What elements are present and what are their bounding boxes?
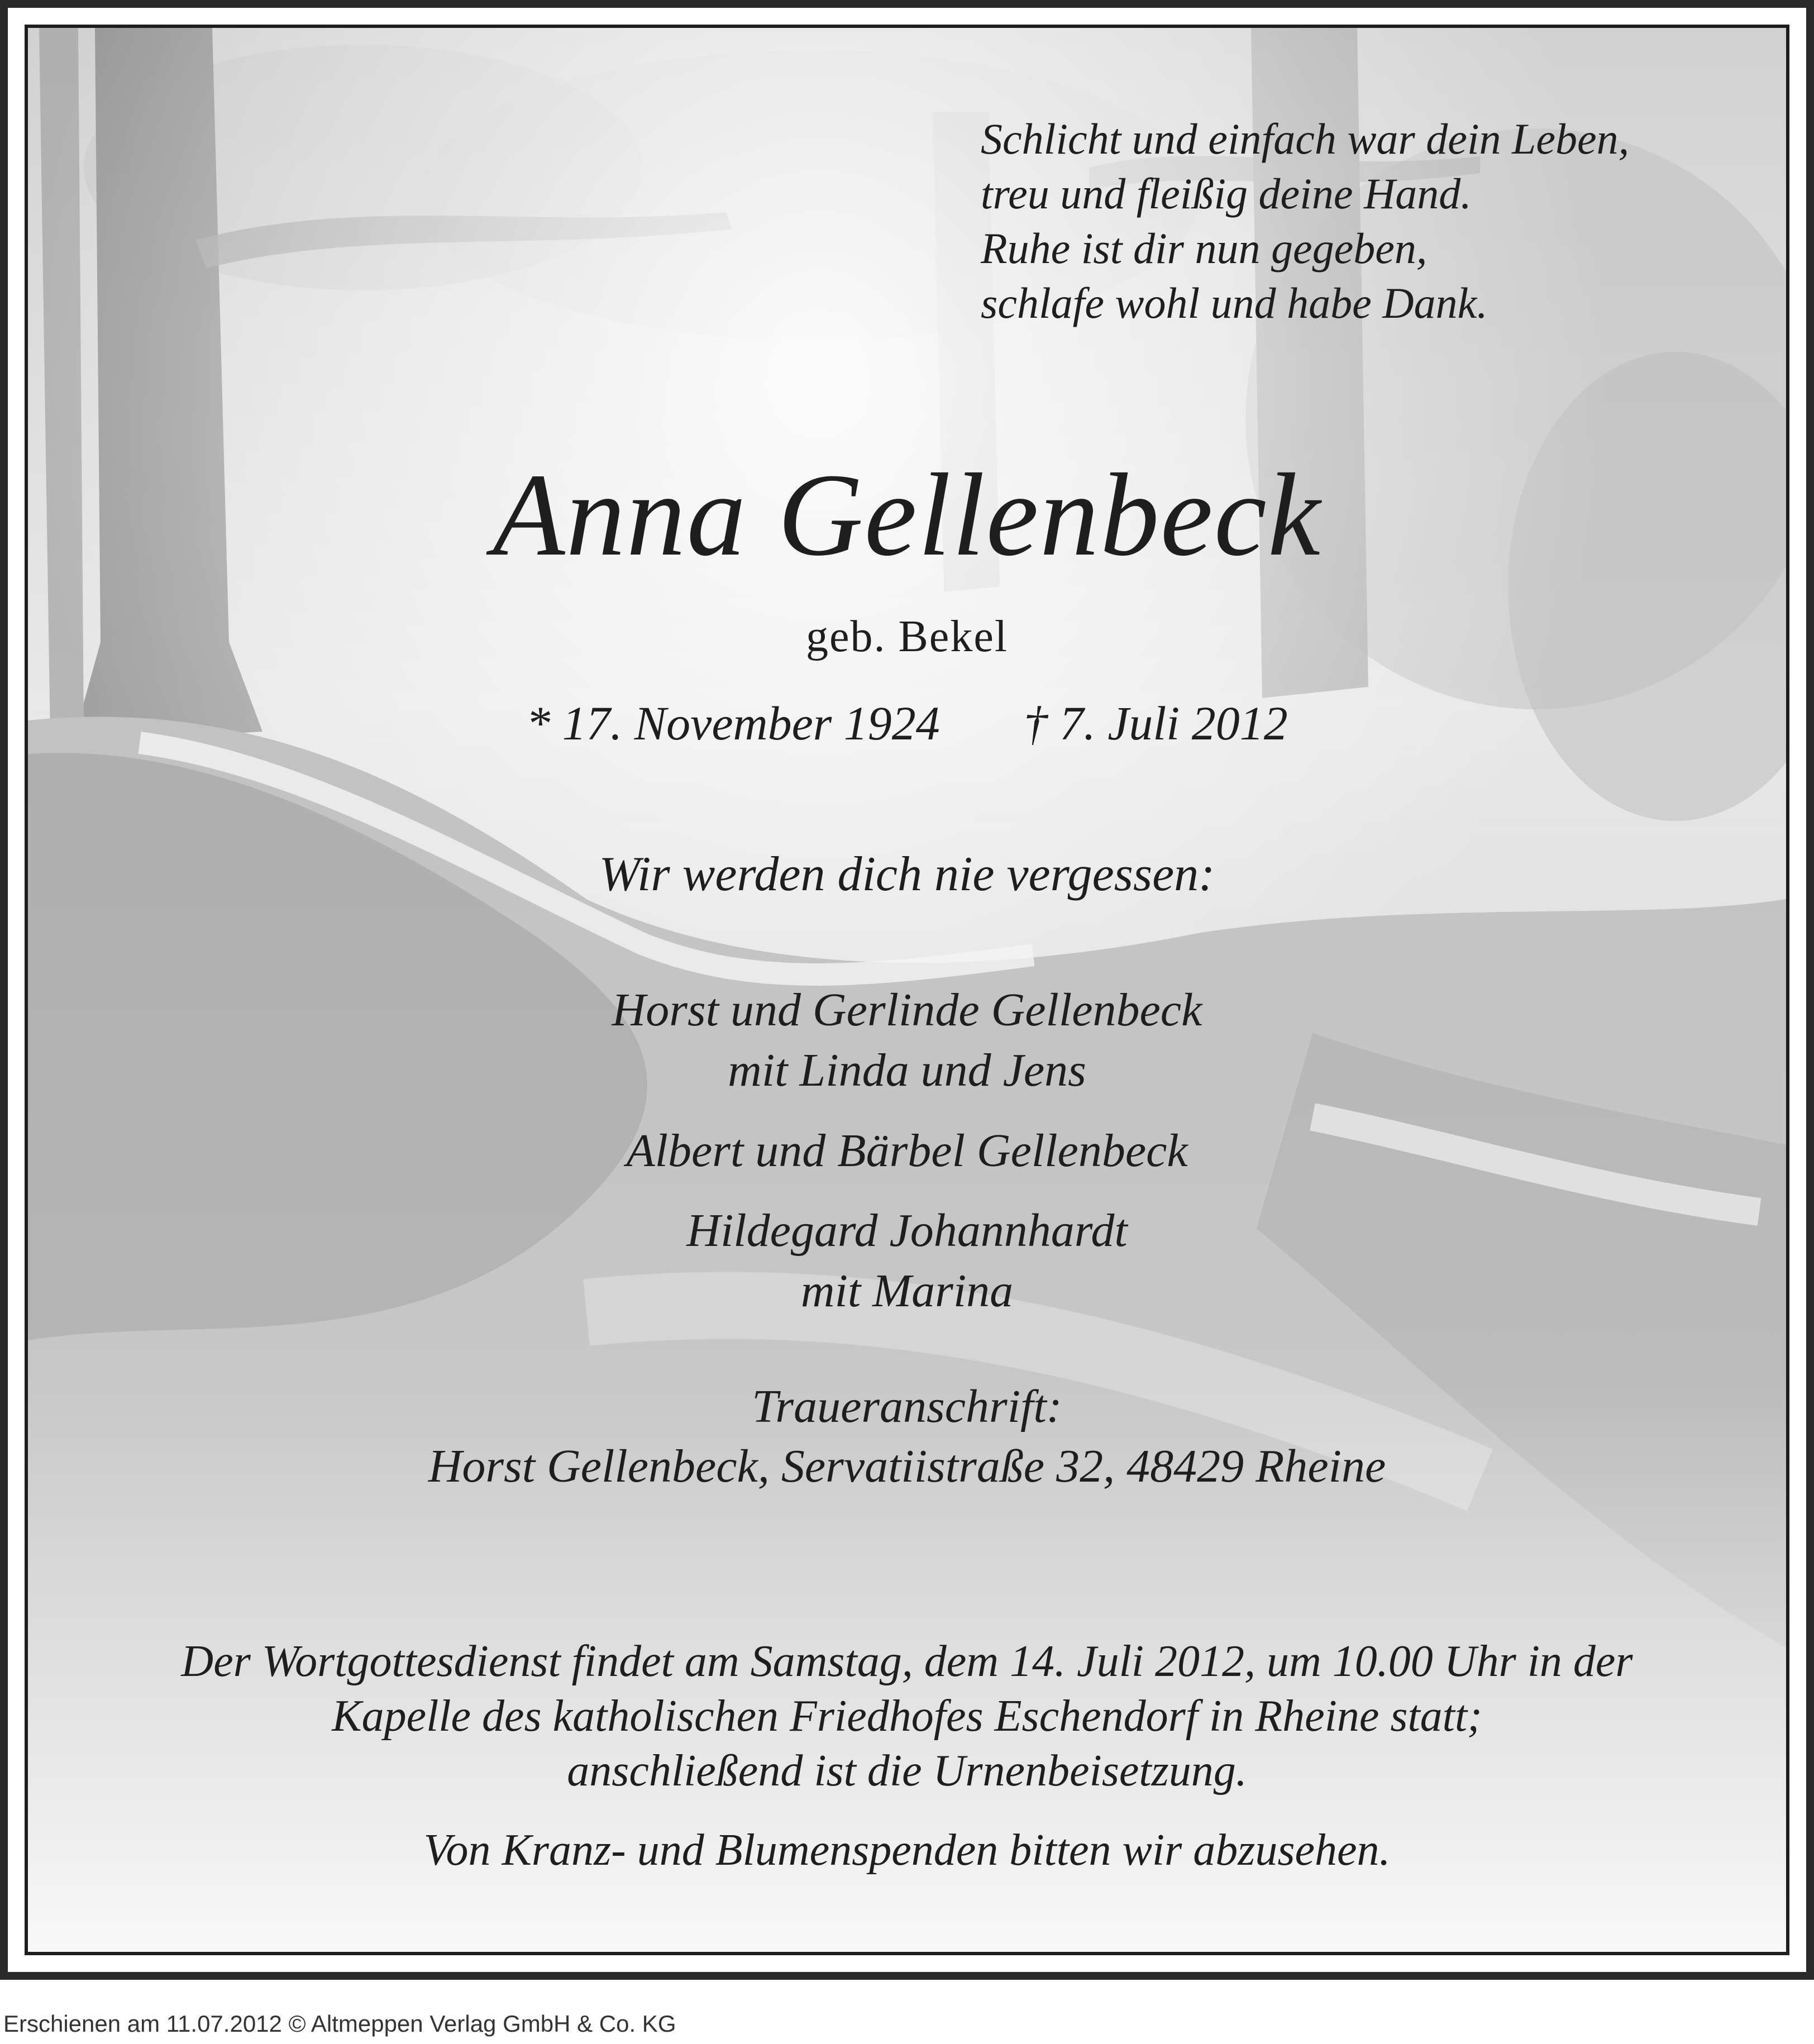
mourner-line: Hildegard Johannhardt — [686, 1205, 1128, 1257]
life-dates — [28, 695, 1786, 751]
birth-date: * 17. November 1924 — [526, 696, 940, 750]
obituary-notice — [25, 25, 1789, 1955]
deceased-name: Anna Gellenbeck — [493, 449, 1321, 580]
poem-line: Ruhe ist dir nun gegeben, — [981, 224, 1428, 273]
mourner-line: Albert und Bärbel Gellenbeck — [626, 1125, 1188, 1177]
poem-line: treu und fleißig deine Hand. — [981, 169, 1472, 218]
mourner-line: mit Marina — [800, 1265, 1014, 1317]
flowers-note: Von Kranz- und Blumenspenden bitten wir abzusehen. — [423, 1826, 1391, 1875]
mourning-address: Horst Gellenbeck, Servatiistraße 32, 48429 Rheine — [428, 1440, 1386, 1492]
birth-name: geb. Bekel — [805, 612, 1009, 661]
service-line: Der Wortgottesdienst findet am Samstag, dem 14. Juli 2012, um 10.00 Uhr in der — [181, 1637, 1633, 1686]
service-line: Kapelle des katholischen Friedhofes Eschendorf in Rheine statt; — [332, 1692, 1482, 1741]
service-line: anschließend ist die Urnenbeisetzung. — [567, 1746, 1247, 1795]
mourner-line: Horst und Gerlinde Gellenbeck — [612, 984, 1202, 1036]
poem-line: Schlicht und einfach war dein Leben, — [981, 114, 1630, 163]
poem-line: schlafe wohl und habe Dank. — [981, 279, 1488, 327]
death-date: † 7. Juli 2012 — [1023, 696, 1288, 750]
farewell-line: Wir werden dich nie vergessen: — [599, 847, 1215, 901]
poem — [981, 112, 1629, 331]
mourner-line: mit Linda und Jens — [728, 1044, 1086, 1096]
address-label: Traueranschrift: — [752, 1381, 1062, 1432]
publication-footer: Erschienen am 11.07.2012 © Altmeppen Verlag GmbH & Co. KG — [3, 2010, 676, 2037]
